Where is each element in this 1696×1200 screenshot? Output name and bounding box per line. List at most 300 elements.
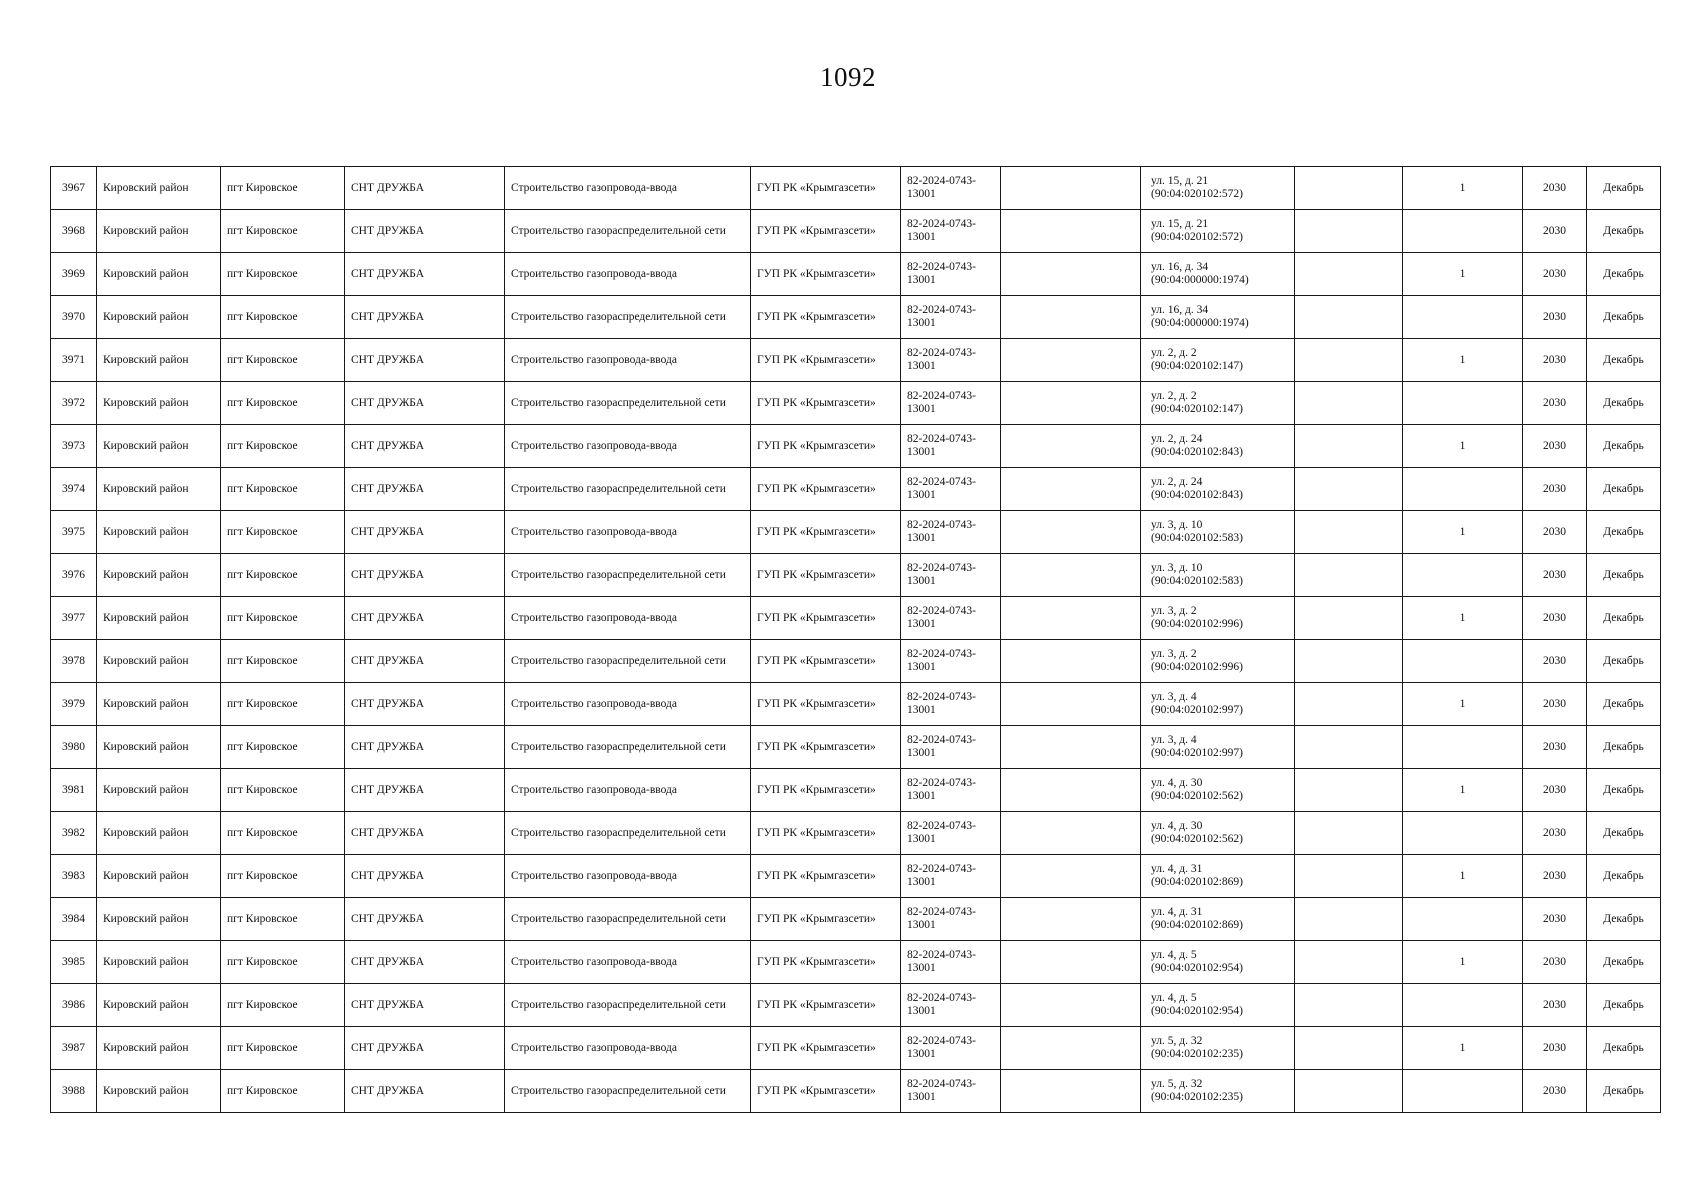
row-number [51, 941, 97, 984]
work-type-cell [505, 253, 751, 296]
settlement-cell [221, 941, 345, 984]
organization-cell [751, 597, 901, 640]
address-cell [1141, 253, 1295, 296]
work-type-cell-text: Строительство газопровода-ввода [511, 181, 677, 194]
snt-cell [345, 468, 505, 511]
organization-cell-text: ГУП РК «Крымгазсети» [757, 310, 876, 323]
address-cell-text: ул. 4, д. 5 [1151, 992, 1197, 1004]
address-cell-text: ул. 15, д. 21 [1151, 175, 1209, 187]
program-code-cell [901, 339, 1001, 382]
row-number-text: 3970 [62, 310, 85, 323]
program-code-cell-text: 82-2024-0743-13001 [907, 691, 976, 716]
empty-cell [1295, 468, 1403, 511]
snt-cell [345, 812, 505, 855]
organization-cell [751, 984, 901, 1027]
work-type-cell-text: Строительство газопровода-ввода [511, 869, 677, 882]
work-type-cell [505, 554, 751, 597]
address-cell-text: ул. 2, д. 24 [1151, 476, 1203, 488]
month-cell-text: Декабрь [1603, 1041, 1644, 1054]
address-cell-text: ул. 3, д. 2 [1151, 648, 1197, 660]
organization-cell-text: ГУП РК «Крымгазсети» [757, 697, 876, 710]
work-type-cell-text: Строительство газопровода-ввода [511, 439, 677, 452]
month-cell-text: Декабрь [1603, 826, 1644, 839]
settlement-cell [221, 468, 345, 511]
snt-cell-text: СНТ ДРУЖБА [351, 525, 425, 538]
settlement-cell-text: пгт Кировское [227, 224, 298, 237]
program-code-cell [901, 167, 1001, 210]
quantity-cell [1403, 468, 1523, 511]
month-cell [1587, 812, 1661, 855]
year-cell-text: 2030 [1543, 267, 1566, 280]
empty-cell [1295, 1027, 1403, 1070]
settlement-cell-text: пгт Кировское [227, 826, 298, 839]
month-cell [1587, 769, 1661, 812]
organization-cell-text: ГУП РК «Крымгазсети» [757, 912, 876, 925]
address-cell [1141, 597, 1295, 640]
settlement-cell [221, 898, 345, 941]
district-cell [97, 812, 221, 855]
empty-cell [1295, 597, 1403, 640]
snt-cell-text: СНТ ДРУЖБА [351, 181, 425, 194]
year-cell-text: 2030 [1543, 353, 1566, 366]
snt-cell [345, 167, 505, 210]
table-row [51, 769, 1661, 812]
address-cell [1141, 1027, 1295, 1070]
program-code-cell [901, 769, 1001, 812]
program-code-cell [901, 511, 1001, 554]
snt-cell [345, 511, 505, 554]
settlement-cell [221, 769, 345, 812]
address-cell [1141, 210, 1295, 253]
district-cell-text: Кировский район [103, 912, 189, 925]
empty-cell [1001, 511, 1141, 554]
month-cell-text: Декабрь [1603, 611, 1644, 624]
address-cell [1141, 1070, 1295, 1113]
program-code-cell [901, 425, 1001, 468]
program-code-cell-text: 82-2024-0743-13001 [907, 347, 976, 372]
address-cell-text: ул. 2, д. 24 [1151, 433, 1203, 445]
organization-cell-text: ГУП РК «Крымгазсети» [757, 267, 876, 280]
work-type-cell-text: Строительство газопровода-ввода [511, 783, 677, 796]
empty-cell [1295, 855, 1403, 898]
address-cell [1141, 554, 1295, 597]
snt-cell [345, 425, 505, 468]
year-cell [1523, 941, 1587, 984]
year-cell [1523, 296, 1587, 339]
work-type-cell-text: Строительство газопровода-ввода [511, 1041, 677, 1054]
month-cell [1587, 597, 1661, 640]
row-number-text: 3979 [62, 697, 85, 710]
address-cell [1141, 167, 1295, 210]
year-cell [1523, 769, 1587, 812]
work-type-cell [505, 941, 751, 984]
row-number-text: 3983 [62, 869, 85, 882]
organization-cell [751, 726, 901, 769]
work-type-cell-text: Строительство газопровода-ввода [511, 267, 677, 280]
organization-cell-text: ГУП РК «Крымгазсети» [757, 1041, 876, 1054]
empty-cell [1001, 1070, 1141, 1113]
organization-cell-text: ГУП РК «Крымгазсети» [757, 525, 876, 538]
month-cell-text: Декабрь [1603, 482, 1644, 495]
year-cell [1523, 167, 1587, 210]
work-type-cell [505, 382, 751, 425]
row-number [51, 640, 97, 683]
quantity-cell-text: 1 [1459, 525, 1466, 538]
program-code-cell-text: 82-2024-0743-13001 [907, 175, 976, 200]
address-cell-text: ул. 3, д. 4 [1151, 691, 1197, 703]
work-type-cell-text: Строительство газораспределительной сети [511, 396, 726, 409]
organization-cell [751, 511, 901, 554]
row-number [51, 726, 97, 769]
quantity-cell [1403, 640, 1523, 683]
empty-cell [1001, 253, 1141, 296]
month-cell-text: Декабрь [1603, 783, 1644, 796]
year-cell [1523, 511, 1587, 554]
district-cell [97, 210, 221, 253]
empty-cell [1295, 511, 1403, 554]
empty-cell [1295, 726, 1403, 769]
empty-cell [1001, 382, 1141, 425]
cadastre-number-text: (90:04:020102:843) [1151, 489, 1243, 501]
row-number [51, 253, 97, 296]
program-code-cell-text: 82-2024-0743-13001 [907, 304, 976, 329]
year-cell [1523, 898, 1587, 941]
month-cell [1587, 339, 1661, 382]
cadastre-number-text: (90:04:020102:869) [1151, 919, 1243, 931]
table-row [51, 554, 1661, 597]
year-cell [1523, 468, 1587, 511]
month-cell-text: Декабрь [1603, 998, 1644, 1011]
district-cell-text: Кировский район [103, 998, 189, 1011]
district-cell-text: Кировский район [103, 396, 189, 409]
cadastre-number-text: (90:04:020102:843) [1151, 446, 1243, 458]
month-cell [1587, 296, 1661, 339]
district-cell [97, 855, 221, 898]
row-number-text: 3972 [62, 396, 85, 409]
month-cell-text: Декабрь [1603, 439, 1644, 452]
settlement-cell-text: пгт Кировское [227, 1041, 298, 1054]
cadastre-number-text: (90:04:020102:996) [1151, 661, 1243, 673]
row-number-text: 3987 [62, 1041, 85, 1054]
snt-cell-text: СНТ ДРУЖБА [351, 396, 425, 409]
organization-cell [751, 941, 901, 984]
work-type-cell [505, 167, 751, 210]
quantity-cell-text: 1 [1459, 181, 1466, 194]
empty-cell [1001, 468, 1141, 511]
snt-cell-text: СНТ ДРУЖБА [351, 568, 425, 581]
program-code-cell-text: 82-2024-0743-13001 [907, 1035, 976, 1060]
empty-cell [1001, 941, 1141, 984]
snt-cell-text: СНТ ДРУЖБА [351, 310, 425, 323]
address-cell [1141, 855, 1295, 898]
program-code-cell-text: 82-2024-0743-13001 [907, 261, 976, 286]
work-type-cell-text: Строительство газораспределительной сети [511, 568, 726, 581]
row-number [51, 597, 97, 640]
year-cell-text: 2030 [1543, 482, 1566, 495]
snt-cell [345, 855, 505, 898]
snt-cell [345, 683, 505, 726]
settlement-cell [221, 253, 345, 296]
district-cell-text: Кировский район [103, 310, 189, 323]
empty-cell [1001, 855, 1141, 898]
snt-cell-text: СНТ ДРУЖБА [351, 482, 425, 495]
settlement-cell [221, 683, 345, 726]
district-cell-text: Кировский район [103, 353, 189, 366]
organization-cell-text: ГУП РК «Крымгазсети» [757, 439, 876, 452]
row-number-text: 3982 [62, 826, 85, 839]
year-cell-text: 2030 [1543, 310, 1566, 323]
row-number-text: 3976 [62, 568, 85, 581]
address-cell [1141, 382, 1295, 425]
month-cell [1587, 253, 1661, 296]
program-code-cell-text: 82-2024-0743-13001 [907, 777, 976, 802]
empty-cell [1295, 253, 1403, 296]
district-cell [97, 339, 221, 382]
settlement-cell-text: пгт Кировское [227, 396, 298, 409]
empty-cell [1295, 984, 1403, 1027]
empty-cell [1001, 1027, 1141, 1070]
organization-cell-text: ГУП РК «Крымгазсети» [757, 568, 876, 581]
year-cell [1523, 382, 1587, 425]
organization-cell-text: ГУП РК «Крымгазсети» [757, 783, 876, 796]
settlement-cell [221, 984, 345, 1027]
organization-cell [751, 1027, 901, 1070]
settlement-cell [221, 1027, 345, 1070]
row-number-text: 3986 [62, 998, 85, 1011]
settlement-cell-text: пгт Кировское [227, 181, 298, 194]
address-cell [1141, 683, 1295, 726]
address-cell [1141, 726, 1295, 769]
snt-cell-text: СНТ ДРУЖБА [351, 611, 425, 624]
work-type-cell [505, 769, 751, 812]
district-cell-text: Кировский район [103, 611, 189, 624]
work-type-cell-text: Строительство газораспределительной сети [511, 912, 726, 925]
program-code-cell-text: 82-2024-0743-13001 [907, 949, 976, 974]
table-row [51, 941, 1661, 984]
quantity-cell [1403, 726, 1523, 769]
cadastre-number-text: (90:04:020102:954) [1151, 1005, 1243, 1017]
organization-cell [751, 425, 901, 468]
snt-cell [345, 339, 505, 382]
district-cell [97, 640, 221, 683]
snt-cell-text: СНТ ДРУЖБА [351, 869, 425, 882]
year-cell [1523, 640, 1587, 683]
month-cell [1587, 898, 1661, 941]
settlement-cell-text: пгт Кировское [227, 353, 298, 366]
table-row [51, 812, 1661, 855]
program-code-cell-text: 82-2024-0743-13001 [907, 863, 976, 888]
settlement-cell-text: пгт Кировское [227, 740, 298, 753]
cadastre-number-text: (90:04:020102:147) [1151, 360, 1243, 372]
row-number [51, 339, 97, 382]
district-cell-text: Кировский район [103, 869, 189, 882]
quantity-cell-text: 1 [1459, 439, 1466, 452]
district-cell [97, 984, 221, 1027]
year-cell-text: 2030 [1543, 439, 1566, 452]
month-cell-text: Декабрь [1603, 1084, 1644, 1097]
month-cell [1587, 941, 1661, 984]
district-cell-text: Кировский район [103, 1084, 189, 1097]
work-type-cell [505, 640, 751, 683]
row-number-text: 3974 [62, 482, 85, 495]
year-cell [1523, 683, 1587, 726]
address-cell-text: ул. 3, д. 10 [1151, 519, 1203, 531]
work-type-cell-text: Строительство газораспределительной сети [511, 224, 726, 237]
district-cell [97, 167, 221, 210]
row-number [51, 511, 97, 554]
row-number [51, 468, 97, 511]
quantity-cell-text: 1 [1459, 697, 1466, 710]
quantity-cell-text: 1 [1459, 353, 1466, 366]
year-cell-text: 2030 [1543, 869, 1566, 882]
table-row [51, 640, 1661, 683]
organization-cell [751, 1070, 901, 1113]
quantity-cell [1403, 898, 1523, 941]
table-row [51, 898, 1661, 941]
year-cell [1523, 984, 1587, 1027]
address-cell-text: ул. 2, д. 2 [1151, 390, 1197, 402]
district-cell [97, 382, 221, 425]
program-code-cell-text: 82-2024-0743-13001 [907, 218, 976, 243]
address-cell [1141, 812, 1295, 855]
snt-cell-text: СНТ ДРУЖБА [351, 783, 425, 796]
empty-cell [1295, 167, 1403, 210]
cadastre-number-text: (90:04:020102:869) [1151, 876, 1243, 888]
quantity-cell [1403, 1027, 1523, 1070]
row-number [51, 769, 97, 812]
address-cell [1141, 468, 1295, 511]
organization-cell-text: ГУП РК «Крымгазсети» [757, 998, 876, 1011]
cadastre-number-text: (90:04:020102:572) [1151, 231, 1243, 243]
empty-cell [1001, 597, 1141, 640]
empty-cell [1295, 941, 1403, 984]
settlement-cell-text: пгт Кировское [227, 310, 298, 323]
organization-cell [751, 683, 901, 726]
settlement-cell [221, 597, 345, 640]
row-number [51, 984, 97, 1027]
snt-cell [345, 210, 505, 253]
month-cell-text: Декабрь [1603, 697, 1644, 710]
settlement-cell [221, 296, 345, 339]
snt-cell-text: СНТ ДРУЖБА [351, 955, 425, 968]
year-cell [1523, 554, 1587, 597]
work-type-cell-text: Строительство газораспределительной сети [511, 654, 726, 667]
program-code-cell [901, 683, 1001, 726]
row-number [51, 554, 97, 597]
settlement-cell [221, 554, 345, 597]
work-type-cell [505, 898, 751, 941]
table-row [51, 1070, 1661, 1113]
program-code-cell [901, 726, 1001, 769]
year-cell [1523, 425, 1587, 468]
address-cell-text: ул. 15, д. 21 [1151, 218, 1209, 230]
program-code-cell [901, 640, 1001, 683]
snt-cell-text: СНТ ДРУЖБА [351, 1041, 425, 1054]
table-row [51, 167, 1661, 210]
organization-cell [751, 554, 901, 597]
empty-cell [1295, 339, 1403, 382]
program-code-cell [901, 382, 1001, 425]
table-row [51, 597, 1661, 640]
month-cell [1587, 468, 1661, 511]
program-code-cell [901, 1027, 1001, 1070]
work-type-cell [505, 296, 751, 339]
row-number-text: 3973 [62, 439, 85, 452]
empty-cell [1001, 984, 1141, 1027]
address-cell-text: ул. 5, д. 32 [1151, 1035, 1203, 1047]
month-cell [1587, 1027, 1661, 1070]
month-cell [1587, 984, 1661, 1027]
table-row [51, 1027, 1661, 1070]
program-code-cell-text: 82-2024-0743-13001 [907, 605, 976, 630]
snt-cell-text: СНТ ДРУЖБА [351, 654, 425, 667]
row-number [51, 812, 97, 855]
row-number [51, 1027, 97, 1070]
empty-cell [1001, 640, 1141, 683]
month-cell [1587, 855, 1661, 898]
quantity-cell [1403, 812, 1523, 855]
address-cell-text: ул. 4, д. 30 [1151, 777, 1203, 789]
cadastre-number-text: (90:04:020102:235) [1151, 1048, 1243, 1060]
work-type-cell [505, 683, 751, 726]
organization-cell-text: ГУП РК «Крымгазсети» [757, 611, 876, 624]
snt-cell [345, 382, 505, 425]
quantity-cell-text: 1 [1459, 955, 1466, 968]
empty-cell [1001, 898, 1141, 941]
address-cell-text: ул. 4, д. 31 [1151, 863, 1203, 875]
row-number [51, 296, 97, 339]
organization-cell [751, 468, 901, 511]
empty-cell [1295, 812, 1403, 855]
program-code-cell [901, 898, 1001, 941]
empty-cell [1295, 769, 1403, 812]
address-cell [1141, 640, 1295, 683]
year-cell [1523, 726, 1587, 769]
year-cell-text: 2030 [1543, 826, 1566, 839]
month-cell [1587, 511, 1661, 554]
district-cell [97, 597, 221, 640]
settlement-cell [221, 1070, 345, 1113]
empty-cell [1295, 1070, 1403, 1113]
settlement-cell-text: пгт Кировское [227, 654, 298, 667]
settlement-cell [221, 167, 345, 210]
district-cell [97, 941, 221, 984]
cadastre-number-text: (90:04:020102:562) [1151, 833, 1243, 845]
organization-cell [751, 296, 901, 339]
table-row [51, 726, 1661, 769]
address-cell-text: ул. 3, д. 10 [1151, 562, 1203, 574]
program-code-cell [901, 296, 1001, 339]
district-cell [97, 554, 221, 597]
year-cell-text: 2030 [1543, 1084, 1566, 1097]
quantity-cell [1403, 597, 1523, 640]
year-cell-text: 2030 [1543, 224, 1566, 237]
snt-cell [345, 554, 505, 597]
register-body [51, 167, 1661, 1113]
settlement-cell-text: пгт Кировское [227, 267, 298, 280]
program-code-cell-text: 82-2024-0743-13001 [907, 476, 976, 501]
year-cell [1523, 597, 1587, 640]
district-cell [97, 726, 221, 769]
table-row [51, 253, 1661, 296]
snt-cell [345, 769, 505, 812]
row-number [51, 210, 97, 253]
row-number-text: 3977 [62, 611, 85, 624]
quantity-cell [1403, 382, 1523, 425]
empty-cell [1001, 167, 1141, 210]
district-cell-text: Кировский район [103, 654, 189, 667]
work-type-cell [505, 597, 751, 640]
